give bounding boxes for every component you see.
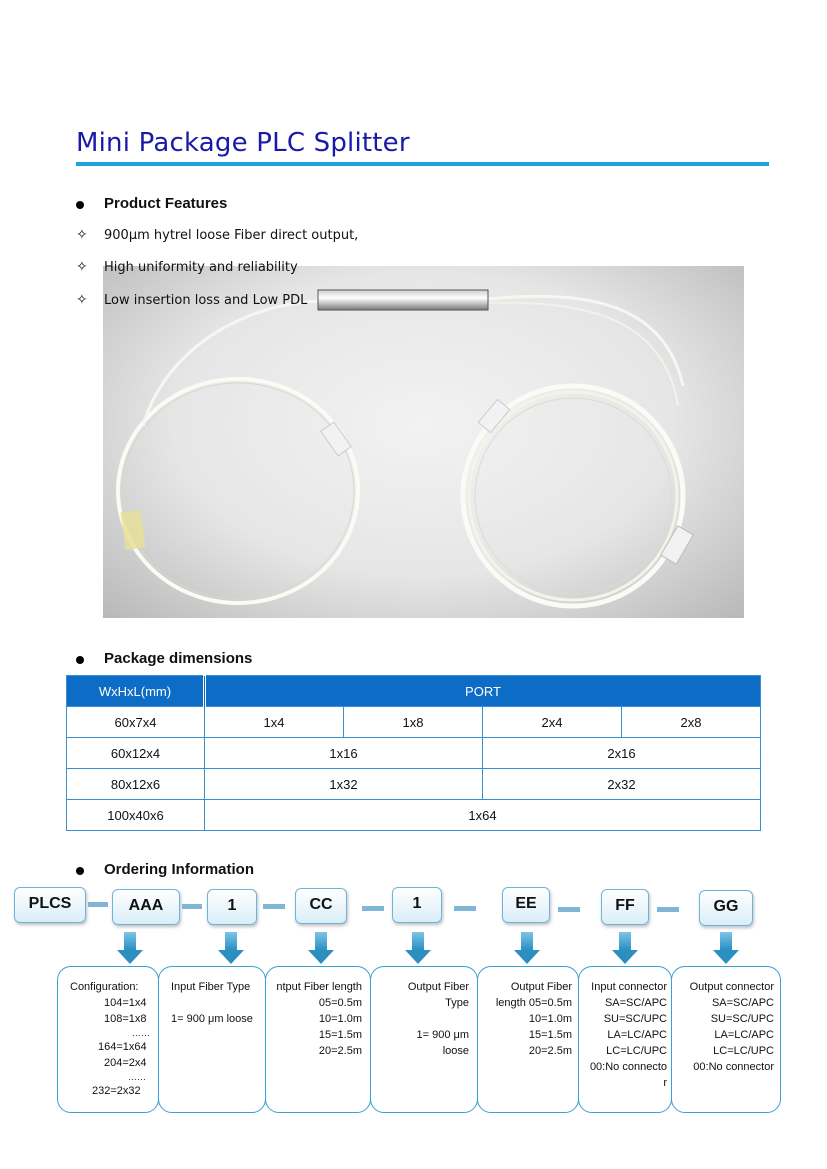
code-separator [263,904,285,909]
table-cell: 60x12x4 [67,738,205,769]
table-cell: 2x8 [622,707,761,738]
features-heading-row [76,195,376,215]
star-outline-icon: ✧ [76,292,88,308]
bullet-icon [76,656,84,664]
splitter-photo-illustration [103,266,744,618]
input-fiber-type-box: Input Fiber Type 1= 900 μm loose [158,966,266,1113]
star-outline-icon: ✧ [76,227,88,243]
page-title: Mini Package PLC Splitter [76,128,410,158]
down-arrow-icon [713,932,739,964]
table-cell: 2x4 [483,707,622,738]
code-box-gg: GG [699,890,753,926]
down-arrow-icon [117,932,143,964]
code-box-ff: FF [601,889,649,925]
down-arrow-icon [405,932,431,964]
output-fiber-length-box: Output Fiber length 05=0.5m 10=1.0m 15=1.5m 20=2.5m [477,966,579,1113]
table-header-row [67,676,761,707]
code-separator [88,902,108,907]
table-header-cell: PORT [205,676,761,707]
code-separator [182,904,202,909]
code-box-ee: EE [502,887,550,923]
input-connector-box: Input connector SA=SC/APC SU=SC/UPC LA=LC/APC LC=LC/UPC 00:No connecto r [578,966,672,1113]
input-fiber-length-box: ntput Fiber length 05=0.5m 10=1.0m 15=1.5m 20=2.5m [265,966,371,1113]
feature-item: ✧ High uniformity and reliability [76,259,298,275]
table-cell: 1x32 [205,769,483,800]
table-cell: 80x12x6 [67,769,205,800]
table-cell: 1x4 [205,707,344,738]
table-cell: 100x40x6 [67,800,205,831]
code-box-input-fiber: 1 [207,889,257,925]
code-separator [362,906,384,911]
code-separator [657,907,679,912]
code-box-aaa: AAA [112,889,180,925]
down-arrow-icon [612,932,638,964]
ordering-heading-row [76,861,376,881]
code-box-plcs: PLCS [14,887,86,923]
table-cell: 1x64 [205,800,761,831]
feature-item: ✧ 900μm hytrel loose Fiber direct output, [76,227,359,243]
table-cell: 1x16 [205,738,483,769]
down-arrow-icon [218,932,244,964]
dimensions-table [66,675,761,831]
table-cell: 1x8 [344,707,483,738]
table-cell: 60x7x4 [67,707,205,738]
bullet-icon [76,867,84,875]
ordering-heading: Ordering Information [104,861,254,878]
table-row [67,769,761,800]
code-separator [558,907,580,912]
table-cell: 2x32 [483,769,761,800]
table-cell: 2x16 [483,738,761,769]
code-box-output-fiber: 1 [392,887,442,923]
down-arrow-icon [514,932,540,964]
bullet-icon [76,201,84,209]
code-box-cc: CC [295,888,347,924]
table-row [67,738,761,769]
feature-item: ✧ Low insertion loss and Low PDL [76,292,308,308]
star-outline-icon: ✧ [76,259,88,275]
config-box: Configuration: 104=1x4 108=1x8 …… 164=1x64 204=2x4 …… 232=2x32 [57,966,159,1113]
down-arrow-icon [308,932,334,964]
title-rule [76,162,769,166]
table-header-cell: WxHxL(mm) [67,676,205,707]
table-row [67,800,761,831]
dimensions-heading-row [76,650,376,670]
features-heading: Product Features [104,195,228,212]
code-separator [454,906,476,911]
dimensions-heading: Package dimensions [104,650,253,667]
output-fiber-type-box: Output Fiber Type 1= 900 μm loose [370,966,478,1113]
table-row [67,707,761,738]
product-photo [103,266,744,618]
output-connector-box: Output connector SA=SC/APC SU=SC/UPC LA=LC/APC LC=LC/UPC 00:No connector [671,966,781,1113]
